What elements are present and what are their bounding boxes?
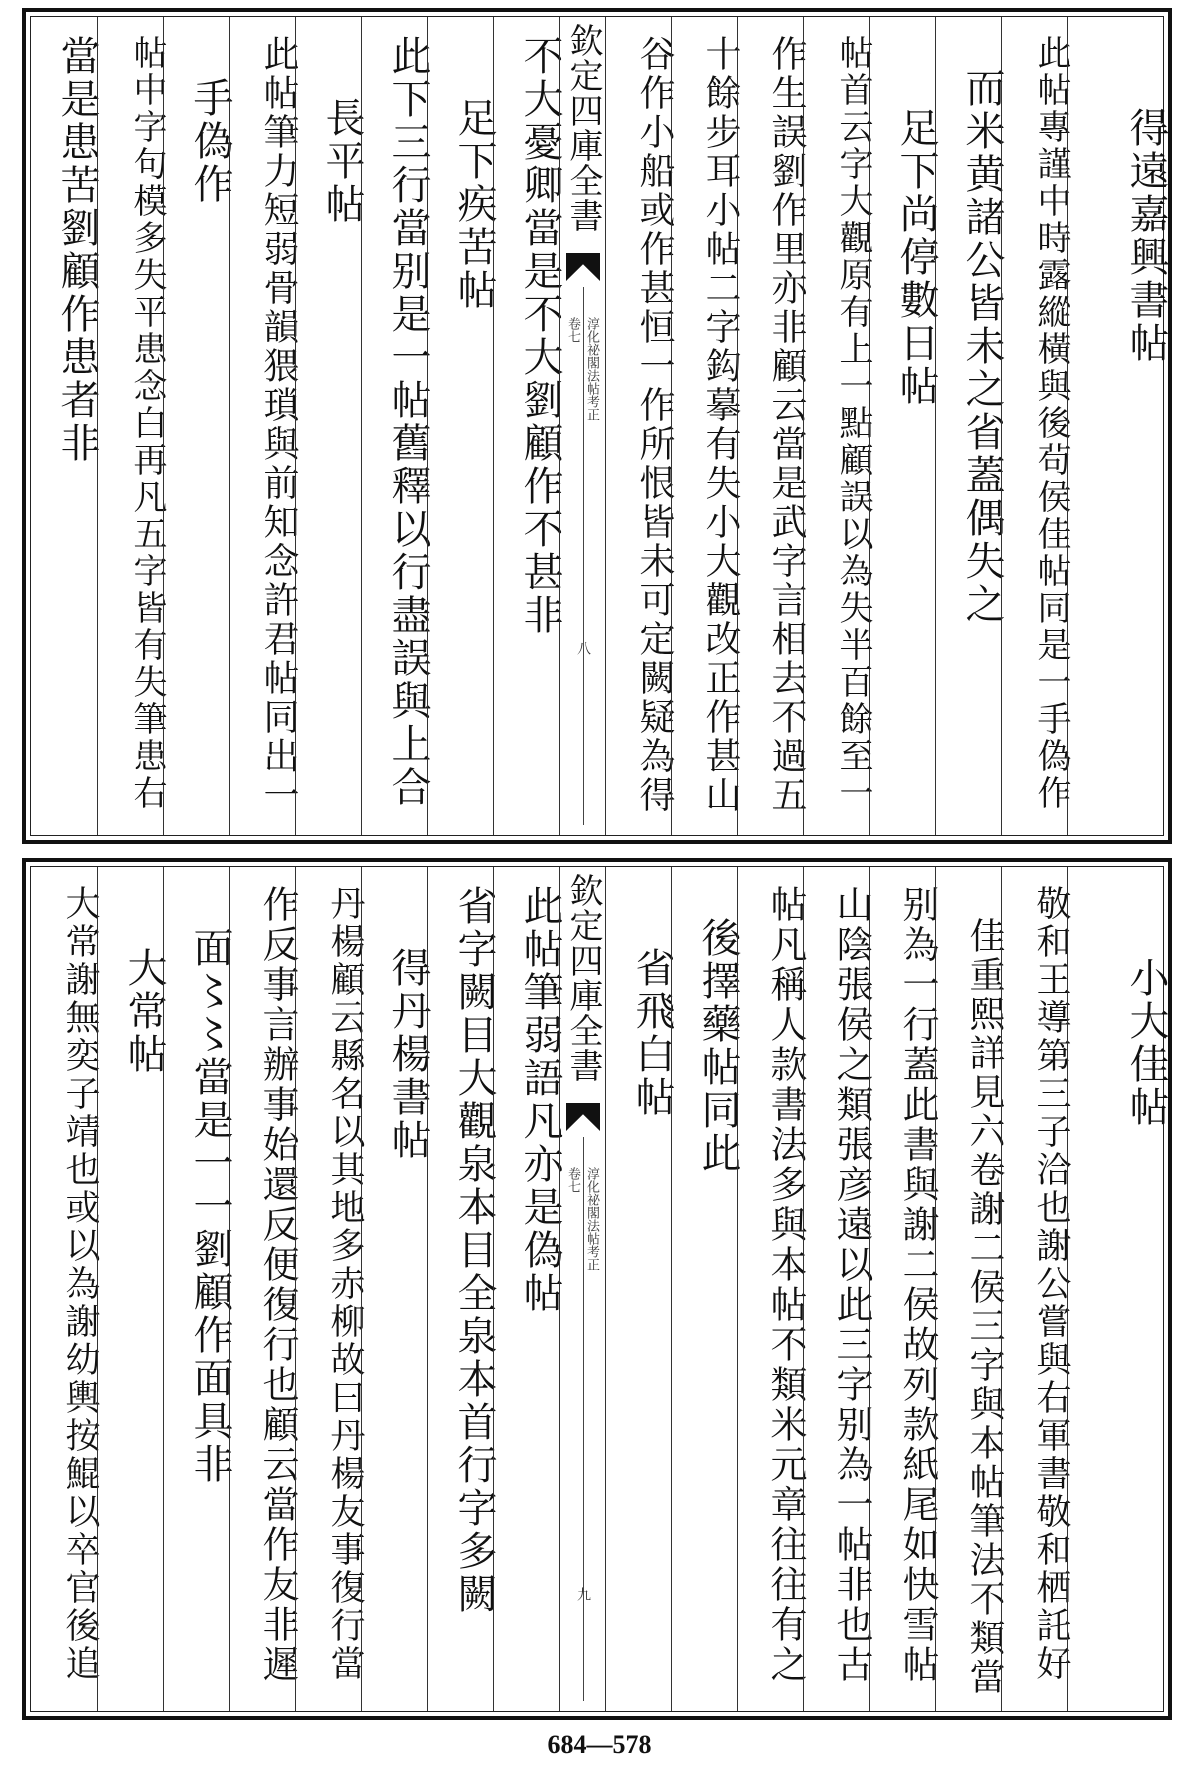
column-text: 丹楊顧云縣名以其地多赤柳故曰丹楊友事復行當	[325, 885, 365, 1683]
column-text: 佳重熙詳見六卷謝二侯三字與本帖筆法不類當	[964, 917, 1005, 1697]
text-column	[1067, 867, 1169, 1711]
book-title: 欽定四庫全書	[563, 873, 603, 1083]
text-column	[1001, 17, 1071, 835]
book-title: 欽定四庫全書	[563, 23, 603, 233]
column-text: 省飛白帖	[629, 947, 675, 1119]
text-column	[869, 867, 939, 1711]
folio-number: 八	[575, 641, 591, 655]
text-column	[869, 17, 939, 835]
fish-tail-ornament	[566, 253, 600, 281]
column-text: 山陰張侯之類張彦遠以此三字别為一帖非也古	[830, 885, 873, 1685]
column-text: 當是患苦劉顧作患者非	[54, 35, 100, 465]
text-column	[361, 17, 431, 835]
text-column	[163, 17, 233, 835]
text-column	[737, 17, 807, 835]
column-text: 帖凡稱人款書法多與本帖不類米元章往往有之	[764, 885, 807, 1685]
gutter-subtitle: 淳化祕閣法帖考正	[584, 1167, 599, 1271]
top-page	[22, 8, 1172, 844]
column-text: 敬和王導第三子洽也謝公嘗與右軍書敬和栖託好	[1031, 885, 1071, 1683]
column-text: 省字闕目大觀泉本目全泉本首行字多闕	[451, 885, 497, 1616]
folio-number: 九	[575, 1587, 591, 1601]
text-column	[737, 867, 807, 1711]
text-column	[97, 867, 167, 1711]
text-column	[229, 17, 299, 835]
text-column	[671, 867, 741, 1711]
gutter-juan: 卷七	[565, 317, 580, 343]
column-text: 此帖筆力短弱骨韻猥瑣與前知念許君帖同出一	[258, 35, 299, 815]
column-text: 後擇藥帖同此	[695, 917, 741, 1175]
column-text: 别為一行蓋此書與謝二侯故列款紙尾如快雪帖	[896, 885, 939, 1685]
text-column	[295, 17, 365, 835]
top-page-frame	[30, 16, 1169, 836]
column-text: 長平帖	[319, 97, 365, 226]
text-column	[229, 867, 299, 1711]
text-column	[295, 867, 365, 1711]
text-column	[163, 867, 233, 1711]
column-text: 此帖專謹中時露縱橫與後茍侯佳帖同是一手偽作	[1031, 35, 1071, 812]
column-text: 得丹楊書帖	[385, 947, 431, 1162]
bottom-page	[22, 858, 1172, 1720]
column-text: 足下尚停數日帖	[893, 107, 939, 408]
text-column	[935, 17, 1005, 835]
column-text: 足下疾苦帖	[451, 97, 497, 312]
text-column	[1067, 17, 1169, 835]
column-text: 帖首云字大觀原有上一點顧誤以為失半百餘至一	[833, 35, 873, 812]
text-column	[493, 17, 563, 835]
center-gutter	[559, 867, 606, 1711]
column-text: 此下三行當别是一帖舊釋以行盡誤與上合	[385, 35, 431, 809]
column-text: 而米黄諸公皆未之省蓋偶失之	[959, 67, 1005, 626]
gutter-juan: 卷七	[565, 1167, 580, 1193]
column-text: 手偽作	[187, 77, 233, 206]
text-column	[671, 17, 741, 835]
fish-tail-ornament	[566, 1103, 600, 1131]
center-gutter	[559, 17, 606, 835]
column-text: 大常謝無奕子靖也或以為謝幼輿按鯤以卒官後追	[60, 885, 100, 1683]
text-column	[605, 17, 675, 835]
text-column	[605, 867, 675, 1711]
column-text: 面〻〻當是一一劉顧作面具非	[187, 927, 233, 1486]
text-column	[427, 867, 497, 1711]
column-text: 作反事言辦事始還反便復行也顧云當作友非遲	[256, 885, 299, 1685]
bottom-page-frame	[30, 866, 1169, 1712]
gutter-subtitle: 淳化祕閣法帖考正	[584, 317, 599, 421]
column-text: 得遠嘉興書帖	[1123, 107, 1169, 365]
column-text: 谷作小船或作甚恒一作所恨皆未可定闕疑為得	[634, 35, 675, 815]
text-column	[935, 867, 1005, 1711]
column-text: 小大佳帖	[1123, 957, 1169, 1129]
text-column	[361, 867, 431, 1711]
text-column	[1001, 867, 1071, 1711]
column-text: 此帖筆弱語凡亦是偽帖	[517, 885, 563, 1315]
text-column	[31, 867, 100, 1711]
text-column	[97, 17, 167, 835]
text-column	[803, 867, 873, 1711]
text-column	[31, 17, 100, 835]
text-column	[803, 17, 873, 835]
column-text: 作生誤劉作里亦非顧云當是武字言相去不過五	[766, 35, 807, 815]
text-column	[493, 867, 563, 1711]
column-text: 帖中字句模多失平患念白再凡五字皆有失筆患右	[127, 35, 167, 812]
column-text: 大常帖	[121, 947, 167, 1076]
column-text: 不大憂卿當是不大劉顧作不甚非	[517, 35, 563, 637]
text-column	[427, 17, 497, 835]
column-text: 十餘步耳小帖二字鈎摹有失小大觀改正作甚山	[700, 35, 741, 815]
page-number: 684—578	[547, 1730, 652, 1759]
